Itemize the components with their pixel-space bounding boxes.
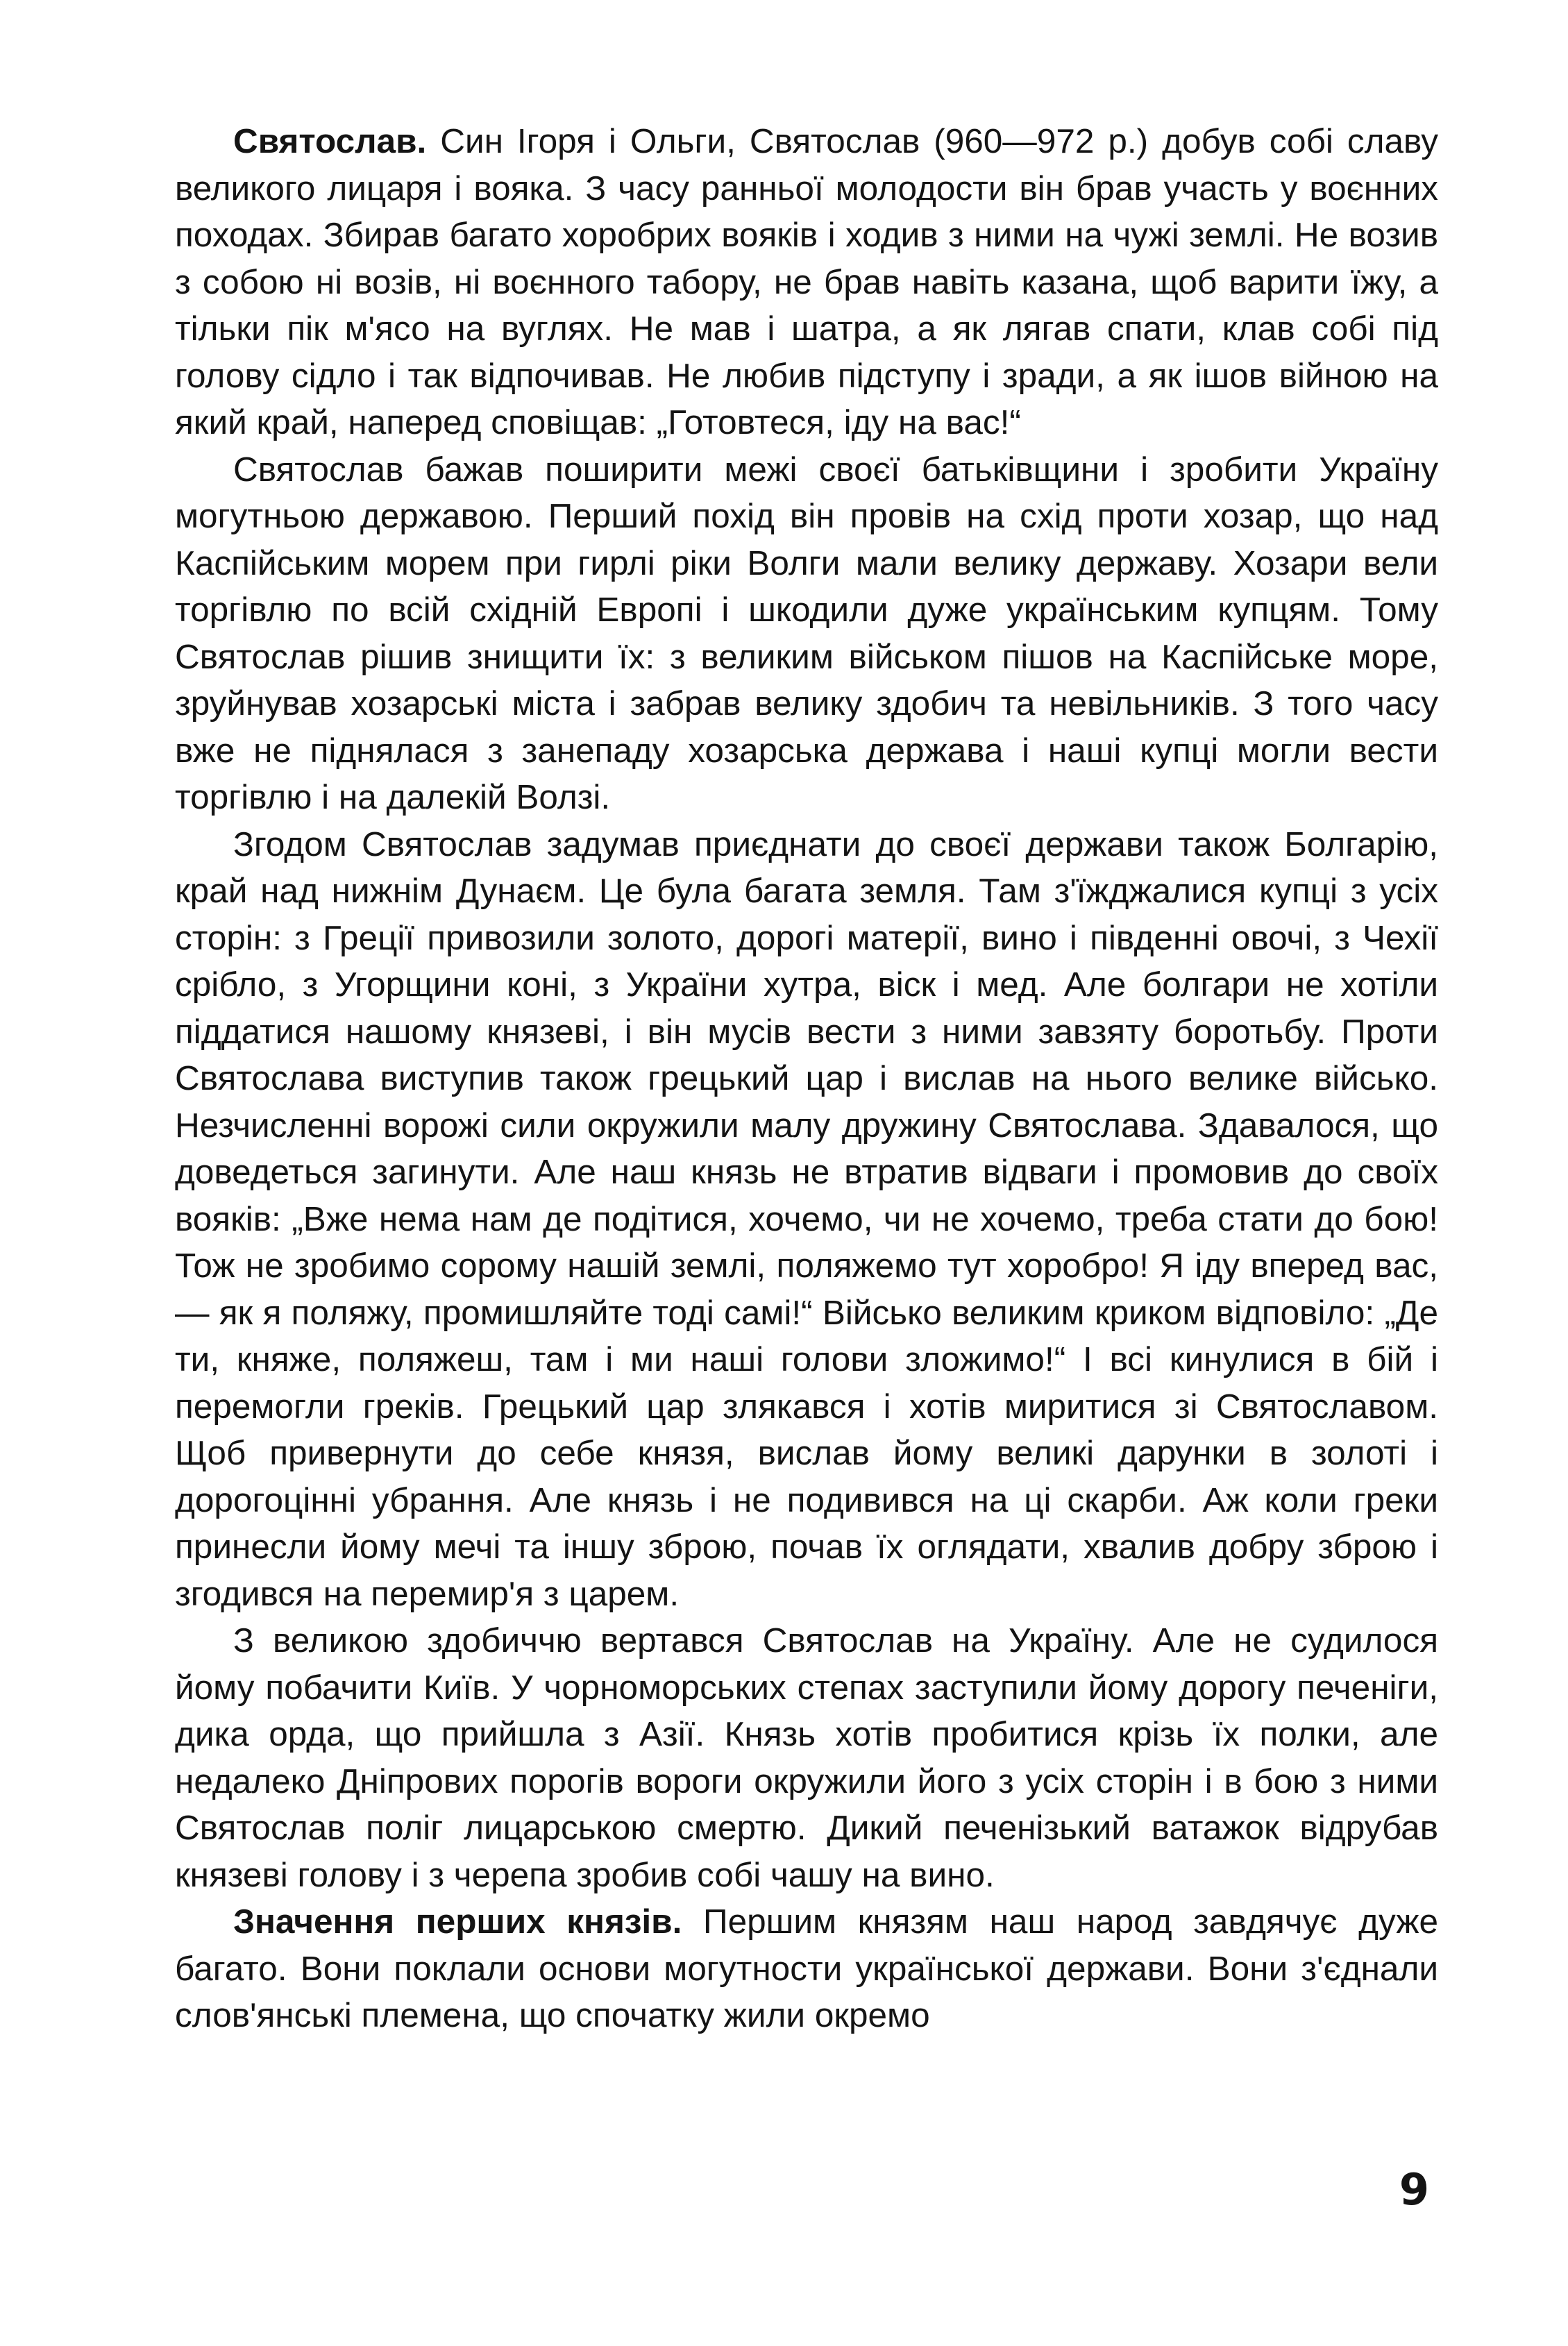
paragraph-bulgaria-campaign [175,821,1438,1618]
paragraph-text: Син Ігоря і Ольги, Святослав (960—972 р.) добув собі славу великого лицаря і вояка. З часу ранньої молодости він брав участь у воєнних походах. Збирав багато хоробрих вояків і ходив з ними на чужі землі. Не возив з собою ні возів, ні воєнного табору, не брав навіть казана, щоб варити їжу, а тільки пік м'ясо на вуглях. Не мав і шатра, а як лягав спати, клав собі під голову сідло і так відпочивав. Не любив підступу і зради, а як ішов війною на який край, наперед сповіщав: „Готовтеся, іду на вас!“ [175,122,1438,441]
page-number: 9 [1399,2164,1429,2215]
paragraph-heading: Значення перших князів. [233,1902,682,1941]
paragraph-svyatoslav [175,118,1438,446]
paragraph-text: Першим князям наш народ завдячує дуже багато. Вони поклали основи могутности української держави. Вони з'єднали слов'янські племена, що спочатку жили окремо [175,1902,1439,2034]
paragraph-khozars-campaign [175,446,1438,821]
paragraph-significance-of-first-princes [175,1898,1438,2039]
paragraph-text: Святослав бажав поширити межі своєї батьківщини і зробити Україну могутньою державою. Перший похід він провів на схід проти хозар, що над Каспійським морем при гирлі ріки Волги мали велику державу. Хозари вели торгівлю по всій східній Европі і шкодили дуже українським купцям. Тому Святослав рішив знищити їх: з великим військом пішов на Каспійське море, зруйнував хозарські міста і забрав велику здобич та невільників. З того часу вже не піднялася з занепаду хозарська держава і наші купці могли вести торгівлю і на далекій Волзі. [175,450,1438,816]
paragraph-text: Згодом Святослав задумав приєднати до своєї держави також Болгарію, край над нижнім Дунаєм. Це була багата земля. Там з'їжджалися купці з усіх сторін: з Греції привозили золото, дорогі матерії, вино і південні овочі, з Чехії срібло, з Угорщини коні, з України хутра, віск і мед. Але болгари не хотіли піддатися нашому князеві, і він мусів вести з ними завзяту боротьбу. Проти Святослава виступив також грецький цар і вислав на нього велике військо. Незчисленні ворожі сили окружили малу дружину Святослава. Здавалося, що доведеться загинути. Але наш князь не втратив відваги і промовив до своїх вояків: „Вже нема нам де подітися, хочемо, чи не хочемо, треба стати до бою! Тож не зробимо сорому нашій землі, поляжемо тут хоробро! Я іду вперед вас,— як я поляжу, промишляйте тоді самі!“ Військо великим криком відповіло: „Де ти, княже, поляжеш, там і ми наші голови зложимо!“ І всі кинулися в бій і перемогли греків. Грецький цар злякався і хотів миритися зі Святославом. Щоб привернути до себе князя, вислав йому великі дарунки в золоті і дорогоцінні убрання. Але князь і не подивився на ці скарби. Аж коли греки принесли йому мечі та іншу зброю, почав їх оглядати, хвалив добру зброю і згодився на перемир'я з царем. [175,825,1438,1613]
text-block [175,118,1438,2039]
paragraph-text: З великою здобиччю вертався Святослав на Україну. Але не судилося йому побачити Київ. У чорноморських степах заступили йому дорогу печеніги, дика орда, що прийшла з Азії. Князь хотів пробитися крізь їх полки, але недалеко Дніпрових порогів вороги окружили його з усіх сторін і в бою з ними Святослав поліг лицарською смертю. Дикий печенізький ватажок відрубав князеві голову і з черепа зробив собі чашу на вино. [175,1621,1438,1894]
paragraph-heading: Святослав. [233,122,427,160]
paragraph-death-of-svyatoslav [175,1617,1438,1898]
